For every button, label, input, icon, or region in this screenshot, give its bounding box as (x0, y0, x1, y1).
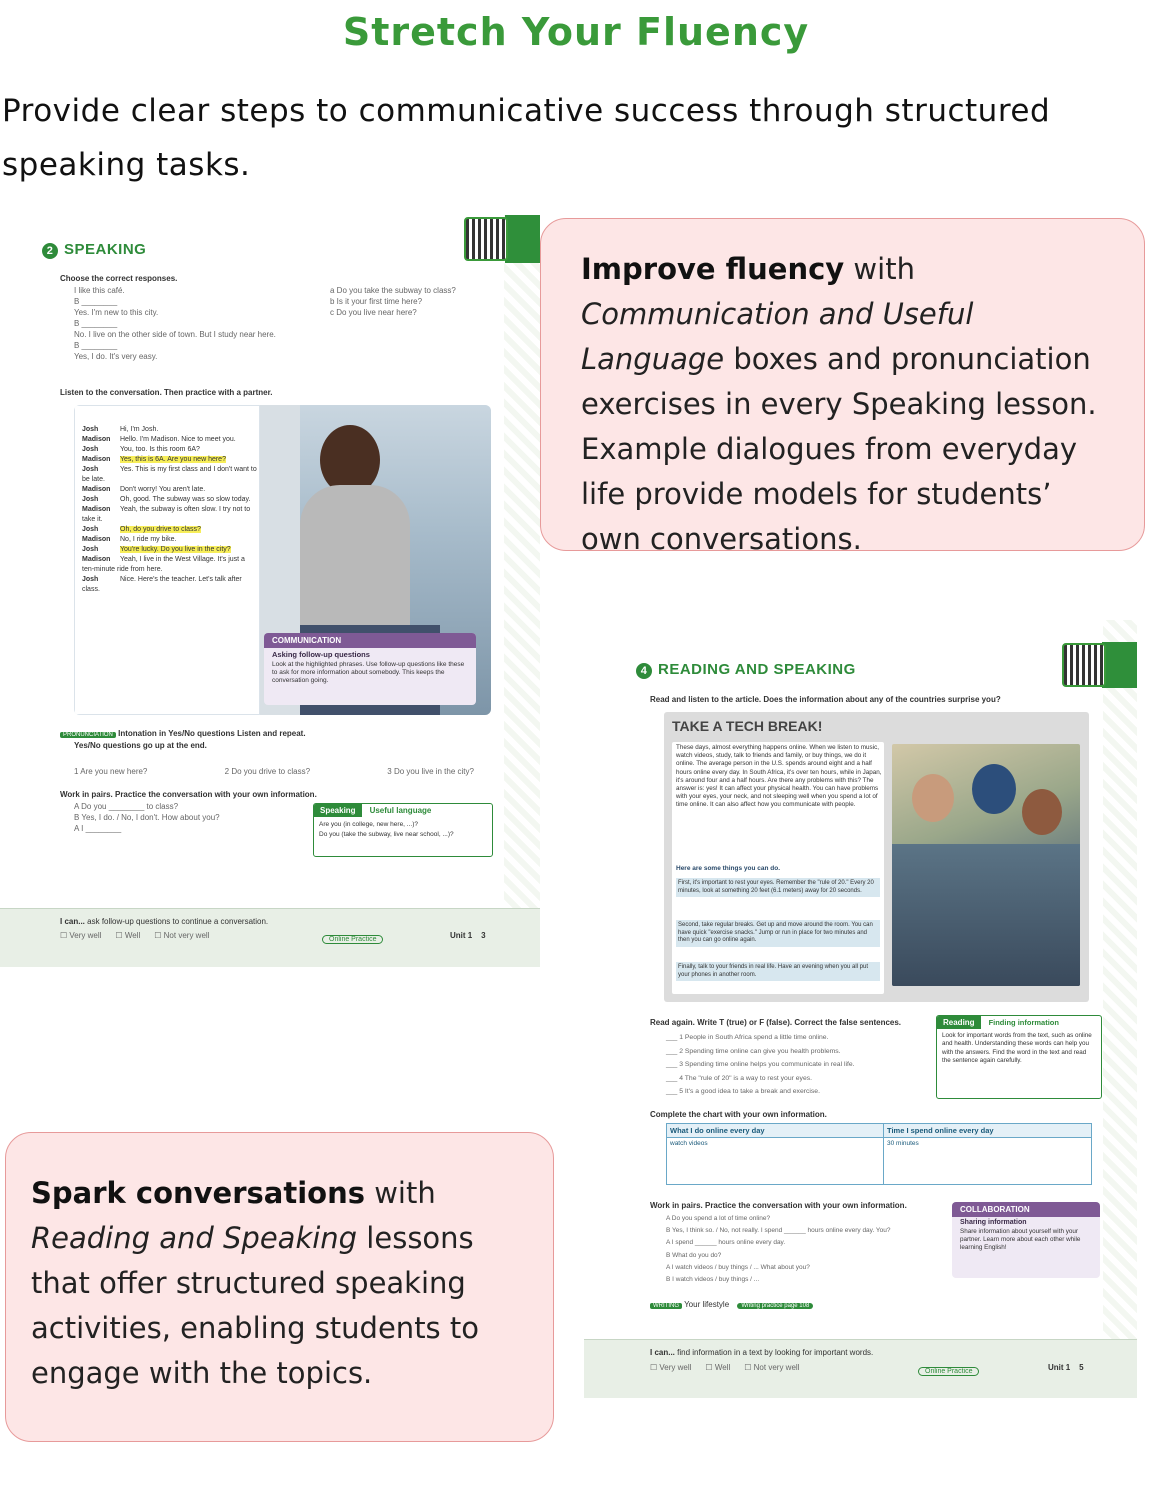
dialogue-line: Josh Nice. Here's the teacher. Let's talk after class. (82, 576, 242, 593)
communication-heading: COMMUNICATION (264, 633, 476, 648)
reading-speaking-page-thumbnail (584, 620, 1137, 1398)
a-option: c Do you live near here? (330, 308, 417, 317)
dialogue-line: Madison Yes, this is 6A. Are you new here? (82, 456, 226, 463)
d-line: B Yes, I do. / No, I don't. How about you? (74, 813, 220, 822)
a-line: No. I live on the other side of town. But I study near here. (74, 330, 276, 339)
check-well[interactable]: ☐ Well (115, 931, 141, 940)
collaboration-box (952, 1202, 1100, 1278)
ican-text: find information in a text by looking for important words. (677, 1348, 874, 1357)
dialogue-line: Josh You, too. Is this room 6A? (82, 446, 200, 453)
exercise-a-lines (74, 285, 304, 362)
exercise-d-lines (74, 801, 304, 834)
check-well[interactable]: ☐ Well (705, 1363, 731, 1372)
ican-label: I can... (60, 917, 85, 926)
tip-box: Finally, talk to your friends in real life. Have an evening when you all put your phones in another room. (676, 962, 880, 981)
callout-bold: Improve fluency (581, 252, 845, 286)
dialogue-line: Josh Yes. This is my first class and I don't want to be late. (82, 466, 257, 483)
d-line: A I spend ______ hours online every day. (666, 1239, 786, 1247)
exercise-a-options (330, 285, 480, 318)
exercise-d-lines (666, 1213, 951, 1286)
exercise-c-instruction: Complete the chart with your own information. (650, 1110, 827, 1119)
exercise-a-instruction: Read and listen to the article. Does the information about any of the countries surprise you? (650, 695, 1001, 704)
article-panel (664, 712, 1089, 1002)
communication-subheading: Asking follow-up questions (272, 650, 370, 659)
b-item: ___ 4 The "rule of 20" is a way to rest your eyes. (666, 1074, 813, 1082)
c-item: 3 Do you live in the city? (387, 767, 474, 776)
chart-header-activity: What I do online every day (667, 1124, 883, 1138)
reading-speaking-heading: READING AND SPEAKING (658, 661, 856, 678)
tip-box: First, it's important to rest your eyes. Remember the "rule of 20." Every 20 minutes, look at something 20 feet (6.1 meters) away for 20 seconds. (676, 878, 880, 897)
callout-text: boxes and pronunciation exercises in every Speaking lesson. Example dialogues from everyday life provide models for students’ own conversations. (581, 342, 1097, 556)
page-footer (0, 908, 540, 967)
b-item: ___ 1 People in South Africa spend a little time online. (666, 1034, 829, 1041)
c-item: 2 Do you drive to class? (224, 767, 311, 776)
callout-improve-fluency (540, 218, 1145, 556)
speaking-page-thumbnail (0, 215, 540, 967)
b-item: ___ 3 Spending time online helps you communicate in real life. (666, 1061, 855, 1068)
exercise-d-instruction: Work in pairs. Practice the conversation with your own information. (650, 1201, 907, 1210)
exercise-c-instruction: Intonation in Yes/No questions Listen and repeat. (118, 729, 306, 738)
a-line: I like this café. (74, 286, 125, 295)
lesson-number-badge: 4 (636, 663, 652, 679)
collaboration-subheading: Sharing information (960, 1219, 1027, 1226)
useful-language-line: Are you (in college, new here, ...)? (319, 821, 418, 828)
reading-tip-text: Look for important words from the text, such as online and health. Understanding these words can help you with the answers. Find the word in the text and read the sentence again carefully. (942, 1032, 1092, 1064)
dialogue-line: Madison Don't worry! You aren't late. (82, 486, 206, 493)
reading-tab-title: Finding information (988, 1018, 1059, 1027)
dialogue-line: Madison No, I ride my bike. (82, 536, 177, 543)
page-footer (584, 1339, 1137, 1398)
useful-language-box (313, 803, 493, 857)
info-chart (666, 1123, 1092, 1185)
useful-language-tab-speaking: Speaking (314, 804, 362, 817)
article-title: TAKE A TECH BREAK! (672, 718, 823, 734)
ican-text: ask follow-up questions to continue a conversation. (87, 917, 269, 926)
d-line: A Do you spend a lot of time online? (666, 1215, 771, 1222)
check-not-very-well[interactable]: ☐ Not very well (744, 1363, 800, 1372)
check-not-very-well[interactable]: ☐ Not very well (154, 931, 210, 940)
check-very-well[interactable]: ☐ Very well (650, 1363, 692, 1372)
unit-label: Unit 1 3 (450, 931, 486, 940)
exercise-d-instruction: Work in pairs. Practice the conversation with your own information. (60, 790, 317, 799)
teens-on-phones-photo (892, 744, 1080, 986)
check-very-well[interactable]: ☐ Very well (60, 931, 102, 940)
callout-italic: Communication and Useful Language (581, 297, 974, 376)
useful-language-line: Do you (take the subway, live near school, ...)? (319, 831, 454, 838)
speaking-heading: SPEAKING (64, 241, 147, 258)
reading-tip-box (936, 1015, 1102, 1099)
collaboration-text: Share information about yourself with your partner. Learn more about each other while learning English! (960, 1228, 1081, 1251)
d-line: A I ________ (74, 824, 122, 833)
exercise-c-subtext: Yes/No questions go up at the end. (74, 741, 207, 750)
dialogue-line: Josh Hi, I'm Josh. (82, 426, 159, 433)
d-line: A Do you ________ to class? (74, 802, 179, 811)
a-line: B ________ (74, 341, 118, 350)
qr-code-icon (464, 217, 508, 261)
d-line: B I watch videos / buy things / ... (666, 1276, 760, 1284)
exercise-e-text: Your lifestyle (684, 1300, 730, 1309)
lesson-number-badge: 2 (42, 243, 58, 259)
reading-tab: Reading (937, 1016, 981, 1029)
dialogue-line: Josh You're lucky. Do you live in the city? (82, 546, 231, 553)
c-item: 1 Are you new here? (74, 767, 148, 776)
online-practice-button[interactable]: Online Practice (322, 935, 383, 944)
chart-cell-activity: watch videos (670, 1140, 708, 1147)
d-line: A I watch videos / buy things / ... What about you? (666, 1263, 810, 1271)
dialogue-line: Madison Hello. I'm Madison. Nice to meet you. (82, 436, 236, 443)
a-line: Yes, I do. It's very easy. (74, 352, 158, 361)
tip-box: Second, take regular breaks. Get up and move around the room. You can have quick "exercise snacks." Jump or run in place for two minutes and then you can go online again. (676, 920, 880, 947)
a-line: Yes. I'm new to this city. (74, 308, 159, 317)
dialogue-panel (74, 405, 491, 715)
communication-text: Look at the highlighted phrases. Use follow-up questions like these to ask for more information about somebody. This keeps the conversation going. (272, 661, 465, 684)
chart-header-time: Time I spend online every day (884, 1124, 1091, 1138)
qr-code-icon (1062, 643, 1106, 687)
unit-label: Unit 1 5 (1048, 1363, 1084, 1372)
dialogue-line: Josh Oh, do you drive to class? (82, 526, 201, 533)
exercise-b-instruction: Listen to the conversation. Then practice with a partner. (60, 388, 273, 397)
page-number: 5 (1079, 1363, 1084, 1372)
exercise-e (650, 1299, 813, 1312)
article-subheading: Here are some things you can do. (676, 865, 781, 872)
article-body: These days, almost everything happens online. When we listen to music, watch videos, study, talk to friends and family, or buy things, we do it online. The average person in the U.S. spends around eight and a half hours online every day. In South Africa, it's over ten hours, while in Japan, it's around four and a half hours. Are there any problems with this? The answer is: yes! It can affect your physical health. You can have problems with your eyes, your neck, and not sleeping well when you spend a lot of time online. It can also affect how you communicate with people. (676, 744, 882, 809)
callout-text: with (844, 252, 915, 286)
exercise-b-instruction: Read again. Write T (true) or F (false). Correct the false sentences. (650, 1018, 902, 1027)
exercise-c-items (74, 766, 474, 777)
dialogue-line: Madison Yeah, the subway is often slow. I try not to take it. (82, 506, 251, 523)
page-number: 3 (481, 931, 486, 940)
useful-language-tab-title: Useful language (369, 806, 432, 815)
communication-box (264, 633, 476, 705)
exercise-b-items (666, 1031, 926, 1099)
b-item: ___ 5 It's a good idea to take a break and exercise. (666, 1088, 820, 1095)
d-line: B What do you do? (666, 1251, 722, 1259)
a-line: B ________ (74, 319, 118, 328)
b-item: ___ 2 Spending time online can give you health problems. (666, 1047, 841, 1055)
dialogue-line: Madison Yeah, I live in the West Village. It's just a ten-minute ride from here. (82, 556, 245, 573)
dialogue (82, 425, 257, 595)
page-title: Stretch Your Fluency (342, 10, 810, 54)
exercise-a-instruction: Choose the correct responses. (60, 274, 178, 283)
callout-text: with (365, 1176, 436, 1210)
collaboration-heading: COLLABORATION (952, 1202, 1100, 1217)
online-practice-button[interactable]: Online Practice (918, 1367, 979, 1376)
callout-spark-conversations (5, 1132, 554, 1442)
callout-text: lessons that offer structured speaking activities, enabling students to engage with the topics. (31, 1221, 479, 1390)
callout-bold: Spark conversations (31, 1176, 365, 1210)
pronunciation-badge: PRONUNCIATION (60, 732, 116, 738)
writing-badge: WRITING (650, 1303, 682, 1309)
a-option: b Is it your first time here? (330, 297, 423, 306)
chart-cell-time: 30 minutes (887, 1140, 919, 1147)
d-line: B Yes, I think so. / No, not really. I spend ______ hours online every day. You? (666, 1227, 891, 1235)
a-line: B ________ (74, 297, 118, 306)
dialogue-line: Josh Oh, good. The subway was so slow today. (82, 496, 251, 503)
callout-italic: Reading and Speaking (31, 1221, 358, 1255)
ican-label: I can... (650, 1348, 675, 1357)
writing-practice-button[interactable]: Writing practice page 108 (737, 1303, 813, 1309)
a-option: a Do you take the subway to class? (330, 286, 456, 295)
intro-text: Provide clear steps to communicative success through structured speaking tasks. (2, 93, 1051, 183)
